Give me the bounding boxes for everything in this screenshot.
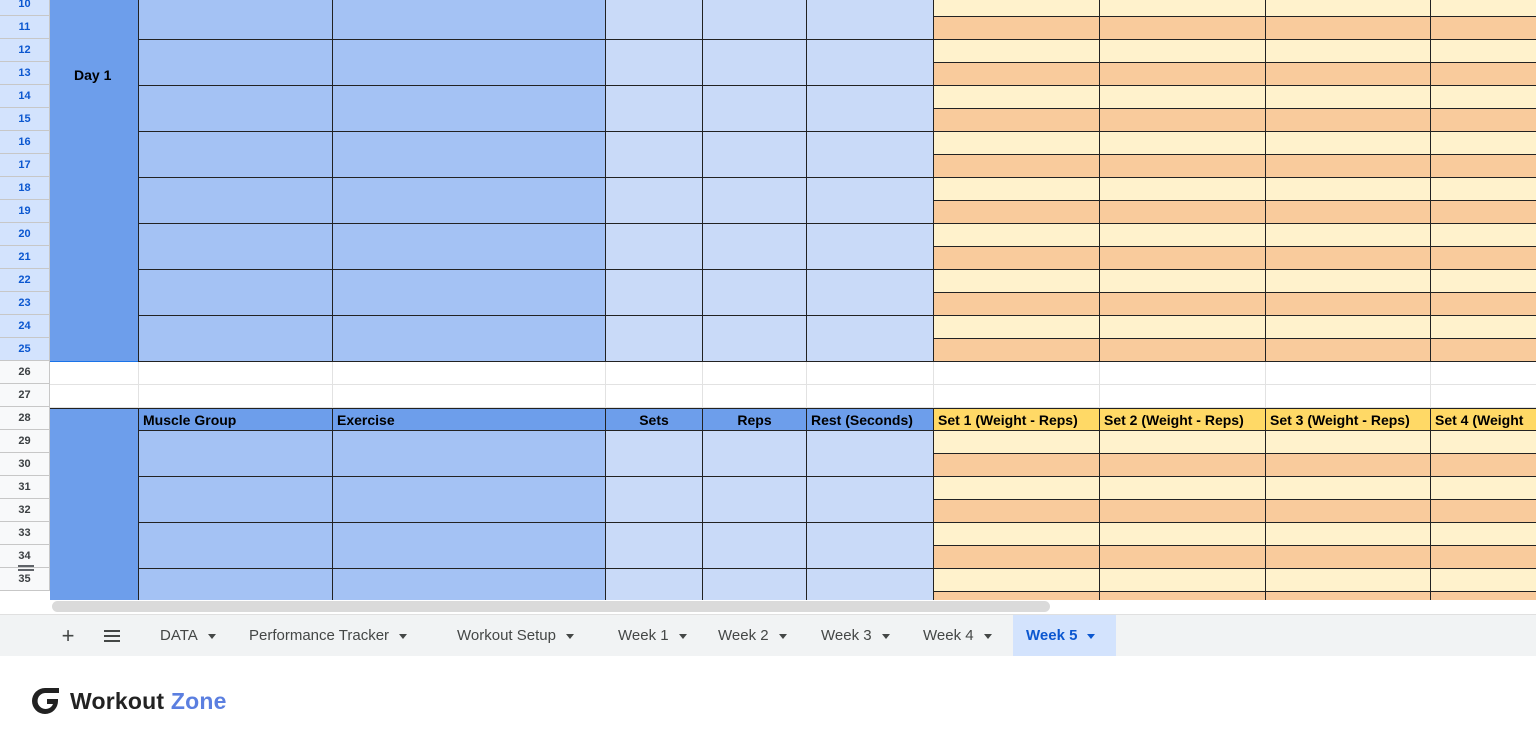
row-number-text: 34 xyxy=(18,550,31,562)
muscle-group-cell[interactable] xyxy=(138,315,333,362)
row-number[interactable] xyxy=(0,200,50,223)
row-number[interactable] xyxy=(0,522,50,545)
gridline xyxy=(1265,361,1266,407)
exercise-cell[interactable] xyxy=(332,223,606,270)
reps-cell[interactable] xyxy=(702,315,807,362)
row-number-text: 17 xyxy=(18,159,31,171)
tab-performance-tracker-label: Performance Tracker xyxy=(249,627,390,644)
exercise-cell[interactable] xyxy=(332,85,606,132)
chevron-down-icon[interactable] xyxy=(679,634,687,639)
row-number-text: 16 xyxy=(18,136,31,148)
row-number-text: 14 xyxy=(18,90,31,102)
tab-workout-setup[interactable] xyxy=(447,615,584,656)
exercise-cell[interactable] xyxy=(332,177,606,224)
tab-week-5-label: Week 5 xyxy=(1026,627,1078,644)
set-3-cell[interactable] xyxy=(1265,430,1431,454)
row-number-text: 10 xyxy=(18,0,31,10)
set-2-cell[interactable] xyxy=(1099,568,1266,592)
set-4-cell[interactable] xyxy=(1430,200,1536,224)
row-number[interactable] xyxy=(0,177,50,200)
set-1-cell[interactable] xyxy=(933,154,1100,178)
reps-cell[interactable] xyxy=(702,476,807,523)
row-number[interactable] xyxy=(0,62,50,85)
row-number[interactable] xyxy=(0,476,50,499)
set-1-cell[interactable] xyxy=(933,16,1100,40)
set-2-cell[interactable] xyxy=(1099,499,1266,523)
set-1-cell[interactable] xyxy=(933,338,1100,362)
row-number[interactable] xyxy=(0,453,50,476)
set-2-cell[interactable] xyxy=(1099,315,1266,339)
set-1-cell[interactable] xyxy=(933,269,1100,293)
muscle-group-cell[interactable] xyxy=(138,131,333,178)
gridline xyxy=(332,361,333,407)
set-4-cell[interactable] xyxy=(1430,453,1536,477)
set-2-cell[interactable] xyxy=(1099,131,1266,155)
brand-name-part1: Workout xyxy=(70,687,165,714)
set-2-cell[interactable] xyxy=(1099,16,1266,40)
header-reps-text: Reps xyxy=(737,412,772,428)
sets-cell[interactable] xyxy=(605,430,703,477)
exercise-cell[interactable] xyxy=(332,522,606,569)
chevron-down-icon[interactable] xyxy=(566,634,574,639)
reps-cell[interactable] xyxy=(702,177,807,224)
rest-cell[interactable] xyxy=(806,85,934,132)
set-2-cell[interactable] xyxy=(1099,39,1266,63)
gridline xyxy=(1099,361,1100,407)
set-2-cell[interactable] xyxy=(1099,200,1266,224)
row-number-text: 30 xyxy=(18,458,31,470)
set-4-cell[interactable] xyxy=(1430,315,1536,339)
row-number-text: 13 xyxy=(18,67,31,79)
set-3-cell[interactable] xyxy=(1265,39,1431,63)
set-1-cell[interactable] xyxy=(933,591,1100,600)
row-number-text: 27 xyxy=(18,389,31,401)
set-4-cell[interactable] xyxy=(1430,591,1536,600)
reps-cell[interactable] xyxy=(702,131,807,178)
header-set-2-text: Set 2 (Weight - Reps) xyxy=(1104,412,1244,428)
tab-workout-setup-label: Workout Setup xyxy=(457,627,556,644)
sets-cell[interactable] xyxy=(605,0,703,40)
set-3-cell[interactable] xyxy=(1265,200,1431,224)
header-set-3[interactable] xyxy=(1265,408,1431,432)
row-number-text: 22 xyxy=(18,274,31,286)
row-number[interactable] xyxy=(0,499,50,522)
row-number[interactable] xyxy=(0,131,50,154)
set-3-cell[interactable] xyxy=(1265,453,1431,477)
set-4-cell[interactable] xyxy=(1430,499,1536,523)
reps-cell[interactable] xyxy=(702,430,807,477)
set-2-cell[interactable] xyxy=(1099,545,1266,569)
muscle-group-cell[interactable] xyxy=(138,223,333,270)
set-2-cell[interactable] xyxy=(1099,522,1266,546)
workout-zone-logo-icon xyxy=(28,684,62,718)
set-2-cell[interactable] xyxy=(1099,108,1266,132)
muscle-group-cell[interactable] xyxy=(138,522,333,569)
header-set-4[interactable] xyxy=(1430,408,1536,432)
row-number-text: 29 xyxy=(18,435,31,447)
set-4-cell[interactable] xyxy=(1430,0,1536,17)
muscle-group-cell[interactable] xyxy=(138,430,333,477)
muscle-group-cell[interactable] xyxy=(138,177,333,224)
row-number[interactable] xyxy=(0,108,50,131)
header-muscle-group-text: Muscle Group xyxy=(143,412,237,428)
set-4-cell[interactable] xyxy=(1430,292,1536,316)
set-4-cell[interactable] xyxy=(1430,568,1536,592)
set-1-cell[interactable] xyxy=(933,177,1100,201)
sets-cell[interactable] xyxy=(605,568,703,600)
rest-cell[interactable] xyxy=(806,269,934,316)
row-number-text: 35 xyxy=(18,573,31,585)
set-2-cell[interactable] xyxy=(1099,246,1266,270)
tab-week-3-label: Week 3 xyxy=(821,627,872,644)
set-3-cell[interactable] xyxy=(1265,568,1431,592)
sets-cell[interactable] xyxy=(605,522,703,569)
row-number-text: 28 xyxy=(18,412,31,424)
muscle-group-cell[interactable] xyxy=(138,568,333,600)
row-number-text: 23 xyxy=(18,297,31,309)
header-sets[interactable] xyxy=(605,408,703,432)
reps-cell[interactable] xyxy=(702,568,807,600)
set-2-cell[interactable] xyxy=(1099,223,1266,247)
row-number-text: 32 xyxy=(18,504,31,516)
row-number[interactable] xyxy=(0,361,50,384)
row-number-text: 33 xyxy=(18,527,31,539)
set-4-cell[interactable] xyxy=(1430,522,1536,546)
freeze-handle-top[interactable] xyxy=(18,565,34,567)
exercise-cell[interactable] xyxy=(332,315,606,362)
row-number[interactable] xyxy=(0,39,50,62)
row-number[interactable] xyxy=(0,568,50,591)
set-2-cell[interactable] xyxy=(1099,62,1266,86)
tab-week-2[interactable] xyxy=(708,615,797,656)
reps-cell[interactable] xyxy=(702,269,807,316)
tab-week-5[interactable] xyxy=(1013,615,1116,656)
set-2-cell[interactable] xyxy=(1099,177,1266,201)
freeze-handle-bottom[interactable] xyxy=(18,569,34,571)
row-number-text: 20 xyxy=(18,228,31,240)
set-3-cell[interactable] xyxy=(1265,62,1431,86)
sets-cell[interactable] xyxy=(605,177,703,224)
row-number[interactable] xyxy=(0,338,50,361)
set-1-cell[interactable] xyxy=(933,430,1100,454)
set-2-cell[interactable] xyxy=(1099,591,1266,600)
rest-cell[interactable] xyxy=(806,315,934,362)
exercise-cell[interactable] xyxy=(332,0,606,40)
sets-cell[interactable] xyxy=(605,131,703,178)
day-1-label-cell[interactable] xyxy=(50,0,139,362)
row-number-text: 15 xyxy=(18,113,31,125)
row-number[interactable] xyxy=(0,154,50,177)
header-sets-text: Sets xyxy=(639,412,669,428)
set-1-cell[interactable] xyxy=(933,545,1100,569)
day-1-label: Day 1 xyxy=(74,67,112,83)
set-4-cell[interactable] xyxy=(1430,430,1536,454)
muscle-group-cell[interactable] xyxy=(138,0,333,40)
set-2-cell[interactable] xyxy=(1099,292,1266,316)
horizontal-scrollbar[interactable] xyxy=(52,601,1050,612)
reps-cell[interactable] xyxy=(702,223,807,270)
chevron-down-icon[interactable] xyxy=(208,634,216,639)
set-1-cell[interactable] xyxy=(933,0,1100,17)
set-4-cell[interactable] xyxy=(1430,177,1536,201)
set-2-cell[interactable] xyxy=(1099,269,1266,293)
set-4-cell[interactable] xyxy=(1430,131,1536,155)
header-set-2[interactable] xyxy=(1099,408,1266,432)
menu-icon xyxy=(104,630,120,642)
set-1-cell[interactable] xyxy=(933,499,1100,523)
muscle-group-cell[interactable] xyxy=(138,85,333,132)
set-1-cell[interactable] xyxy=(933,223,1100,247)
set-3-cell[interactable] xyxy=(1265,269,1431,293)
exercise-cell[interactable] xyxy=(332,430,606,477)
header-rest-text: Rest (Seconds) xyxy=(811,412,913,428)
exercise-cell[interactable] xyxy=(332,568,606,600)
set-3-cell[interactable] xyxy=(1265,499,1431,523)
set-1-cell[interactable] xyxy=(933,85,1100,109)
set-3-cell[interactable] xyxy=(1265,545,1431,569)
exercise-cell[interactable] xyxy=(332,39,606,86)
rest-cell[interactable] xyxy=(806,223,934,270)
set-3-cell[interactable] xyxy=(1265,476,1431,500)
tab-data[interactable] xyxy=(150,615,226,656)
rest-cell[interactable] xyxy=(806,522,934,569)
set-1-cell[interactable] xyxy=(933,453,1100,477)
set-1-cell[interactable] xyxy=(933,292,1100,316)
tab-data-label: DATA xyxy=(160,627,198,644)
set-4-cell[interactable] xyxy=(1430,62,1536,86)
muscle-group-cell[interactable] xyxy=(138,269,333,316)
chevron-down-icon[interactable] xyxy=(984,634,992,639)
row-number-text: 24 xyxy=(18,320,31,332)
set-3-cell[interactable] xyxy=(1265,338,1431,362)
row-number-text: 11 xyxy=(18,21,31,33)
chevron-down-icon[interactable] xyxy=(779,634,787,639)
set-2-cell[interactable] xyxy=(1099,430,1266,454)
gridline xyxy=(933,361,934,407)
gridline xyxy=(806,361,807,407)
set-3-cell[interactable] xyxy=(1265,131,1431,155)
set-2-cell[interactable] xyxy=(1099,85,1266,109)
set-1-cell[interactable] xyxy=(933,131,1100,155)
muscle-group-cell[interactable] xyxy=(138,476,333,523)
set-2-cell[interactable] xyxy=(1099,453,1266,477)
row-number[interactable] xyxy=(0,430,50,453)
gridline xyxy=(138,361,139,407)
set-4-cell[interactable] xyxy=(1430,154,1536,178)
row-number-text: 31 xyxy=(18,481,31,493)
set-3-cell[interactable] xyxy=(1265,154,1431,178)
tab-performance-tracker[interactable] xyxy=(239,615,417,656)
set-3-cell[interactable] xyxy=(1265,223,1431,247)
tab-week-1[interactable] xyxy=(608,615,697,656)
header-exercise-text: Exercise xyxy=(337,412,395,428)
header-set-1[interactable] xyxy=(933,408,1100,432)
header-set-1-text: Set 1 (Weight - Reps) xyxy=(938,412,1078,428)
set-3-cell[interactable] xyxy=(1265,591,1431,600)
set-3-cell[interactable] xyxy=(1265,108,1431,132)
brand-name xyxy=(70,688,227,715)
set-4-cell[interactable] xyxy=(1430,223,1536,247)
rest-cell[interactable] xyxy=(806,476,934,523)
row-number[interactable] xyxy=(0,223,50,246)
exercise-cell[interactable] xyxy=(332,476,606,523)
brand-name-part2: Zone xyxy=(170,687,227,714)
sets-cell[interactable] xyxy=(605,223,703,270)
reps-cell[interactable] xyxy=(702,85,807,132)
sets-cell[interactable] xyxy=(605,315,703,362)
chevron-down-icon[interactable] xyxy=(882,634,890,639)
gridline xyxy=(605,361,606,407)
row-number[interactable] xyxy=(0,292,50,315)
set-1-cell[interactable] xyxy=(933,522,1100,546)
rest-cell[interactable] xyxy=(806,430,934,477)
rest-cell[interactable] xyxy=(806,39,934,86)
rest-cell[interactable] xyxy=(806,568,934,600)
sets-cell[interactable] xyxy=(605,476,703,523)
header-exercise[interactable] xyxy=(332,408,606,432)
brand-logo xyxy=(28,684,227,718)
set-1-cell[interactable] xyxy=(933,568,1100,592)
sheet-tab-bar xyxy=(0,614,1536,656)
set-2-cell[interactable] xyxy=(1099,338,1266,362)
sets-cell[interactable] xyxy=(605,269,703,316)
set-3-cell[interactable] xyxy=(1265,292,1431,316)
set-1-cell[interactable] xyxy=(933,62,1100,86)
set-1-cell[interactable] xyxy=(933,476,1100,500)
row-number[interactable] xyxy=(0,315,50,338)
set-1-cell[interactable] xyxy=(933,315,1100,339)
sets-cell[interactable] xyxy=(605,39,703,86)
set-3-cell[interactable] xyxy=(1265,177,1431,201)
add-sheet-button[interactable] xyxy=(56,615,80,656)
set-4-cell[interactable] xyxy=(1430,476,1536,500)
header-set-3-text: Set 3 (Weight - Reps) xyxy=(1270,412,1410,428)
exercise-cell[interactable] xyxy=(332,269,606,316)
set-1-cell[interactable] xyxy=(933,108,1100,132)
reps-cell[interactable] xyxy=(702,0,807,40)
row-number-text: 26 xyxy=(18,366,31,378)
row-number-text: 19 xyxy=(18,205,31,217)
row-number[interactable] xyxy=(0,0,50,16)
row-number[interactable] xyxy=(0,407,50,430)
tab-week-4-label: Week 4 xyxy=(923,627,974,644)
muscle-group-cell[interactable] xyxy=(138,39,333,86)
set-3-cell[interactable] xyxy=(1265,16,1431,40)
set-3-cell[interactable] xyxy=(1265,522,1431,546)
row-number[interactable] xyxy=(0,85,50,108)
set-3-cell[interactable] xyxy=(1265,85,1431,109)
reps-cell[interactable] xyxy=(702,522,807,569)
row-number-text: 18 xyxy=(18,182,31,194)
set-2-cell[interactable] xyxy=(1099,476,1266,500)
all-sheets-button[interactable] xyxy=(100,615,124,656)
set-2-cell[interactable] xyxy=(1099,0,1266,17)
plus-icon: + xyxy=(61,622,75,648)
tab-week-1-label: Week 1 xyxy=(618,627,669,644)
sets-cell[interactable] xyxy=(605,85,703,132)
row-number[interactable] xyxy=(0,246,50,269)
set-4-cell[interactable] xyxy=(1430,85,1536,109)
set-3-cell[interactable] xyxy=(1265,0,1431,17)
chevron-down-icon[interactable] xyxy=(1087,634,1095,639)
set-4-cell[interactable] xyxy=(1430,269,1536,293)
gridline xyxy=(702,361,703,407)
row-number-text: 25 xyxy=(18,343,31,355)
tab-week-4[interactable] xyxy=(913,615,1002,656)
set-4-cell[interactable] xyxy=(1430,39,1536,63)
chevron-down-icon[interactable] xyxy=(399,634,407,639)
header-rest[interactable] xyxy=(806,408,934,432)
header-reps[interactable] xyxy=(702,408,807,432)
day-2-label-cell[interactable] xyxy=(50,408,139,600)
row-number-text: 12 xyxy=(18,44,31,56)
set-3-cell[interactable] xyxy=(1265,315,1431,339)
set-4-cell[interactable] xyxy=(1430,246,1536,270)
set-1-cell[interactable] xyxy=(933,200,1100,224)
tab-week-2-label: Week 2 xyxy=(718,627,769,644)
rest-cell[interactable] xyxy=(806,0,934,40)
set-3-cell[interactable] xyxy=(1265,246,1431,270)
set-1-cell[interactable] xyxy=(933,246,1100,270)
gridline xyxy=(1430,361,1431,407)
set-2-cell[interactable] xyxy=(1099,154,1266,178)
set-4-cell[interactable] xyxy=(1430,16,1536,40)
header-muscle-group[interactable] xyxy=(138,408,333,432)
set-4-cell[interactable] xyxy=(1430,545,1536,569)
tab-week-3[interactable] xyxy=(811,615,900,656)
set-4-cell[interactable] xyxy=(1430,338,1536,362)
reps-cell[interactable] xyxy=(702,39,807,86)
set-1-cell[interactable] xyxy=(933,39,1100,63)
gridline xyxy=(50,384,1536,385)
row-number[interactable] xyxy=(0,384,50,407)
set-4-cell[interactable] xyxy=(1430,108,1536,132)
header-set-4-text: Set 4 (Weight xyxy=(1435,412,1524,428)
exercise-cell[interactable] xyxy=(332,131,606,178)
row-number[interactable] xyxy=(0,16,50,39)
row-number[interactable] xyxy=(0,269,50,292)
rest-cell[interactable] xyxy=(806,177,934,224)
rest-cell[interactable] xyxy=(806,131,934,178)
row-number-text: 21 xyxy=(18,251,31,263)
